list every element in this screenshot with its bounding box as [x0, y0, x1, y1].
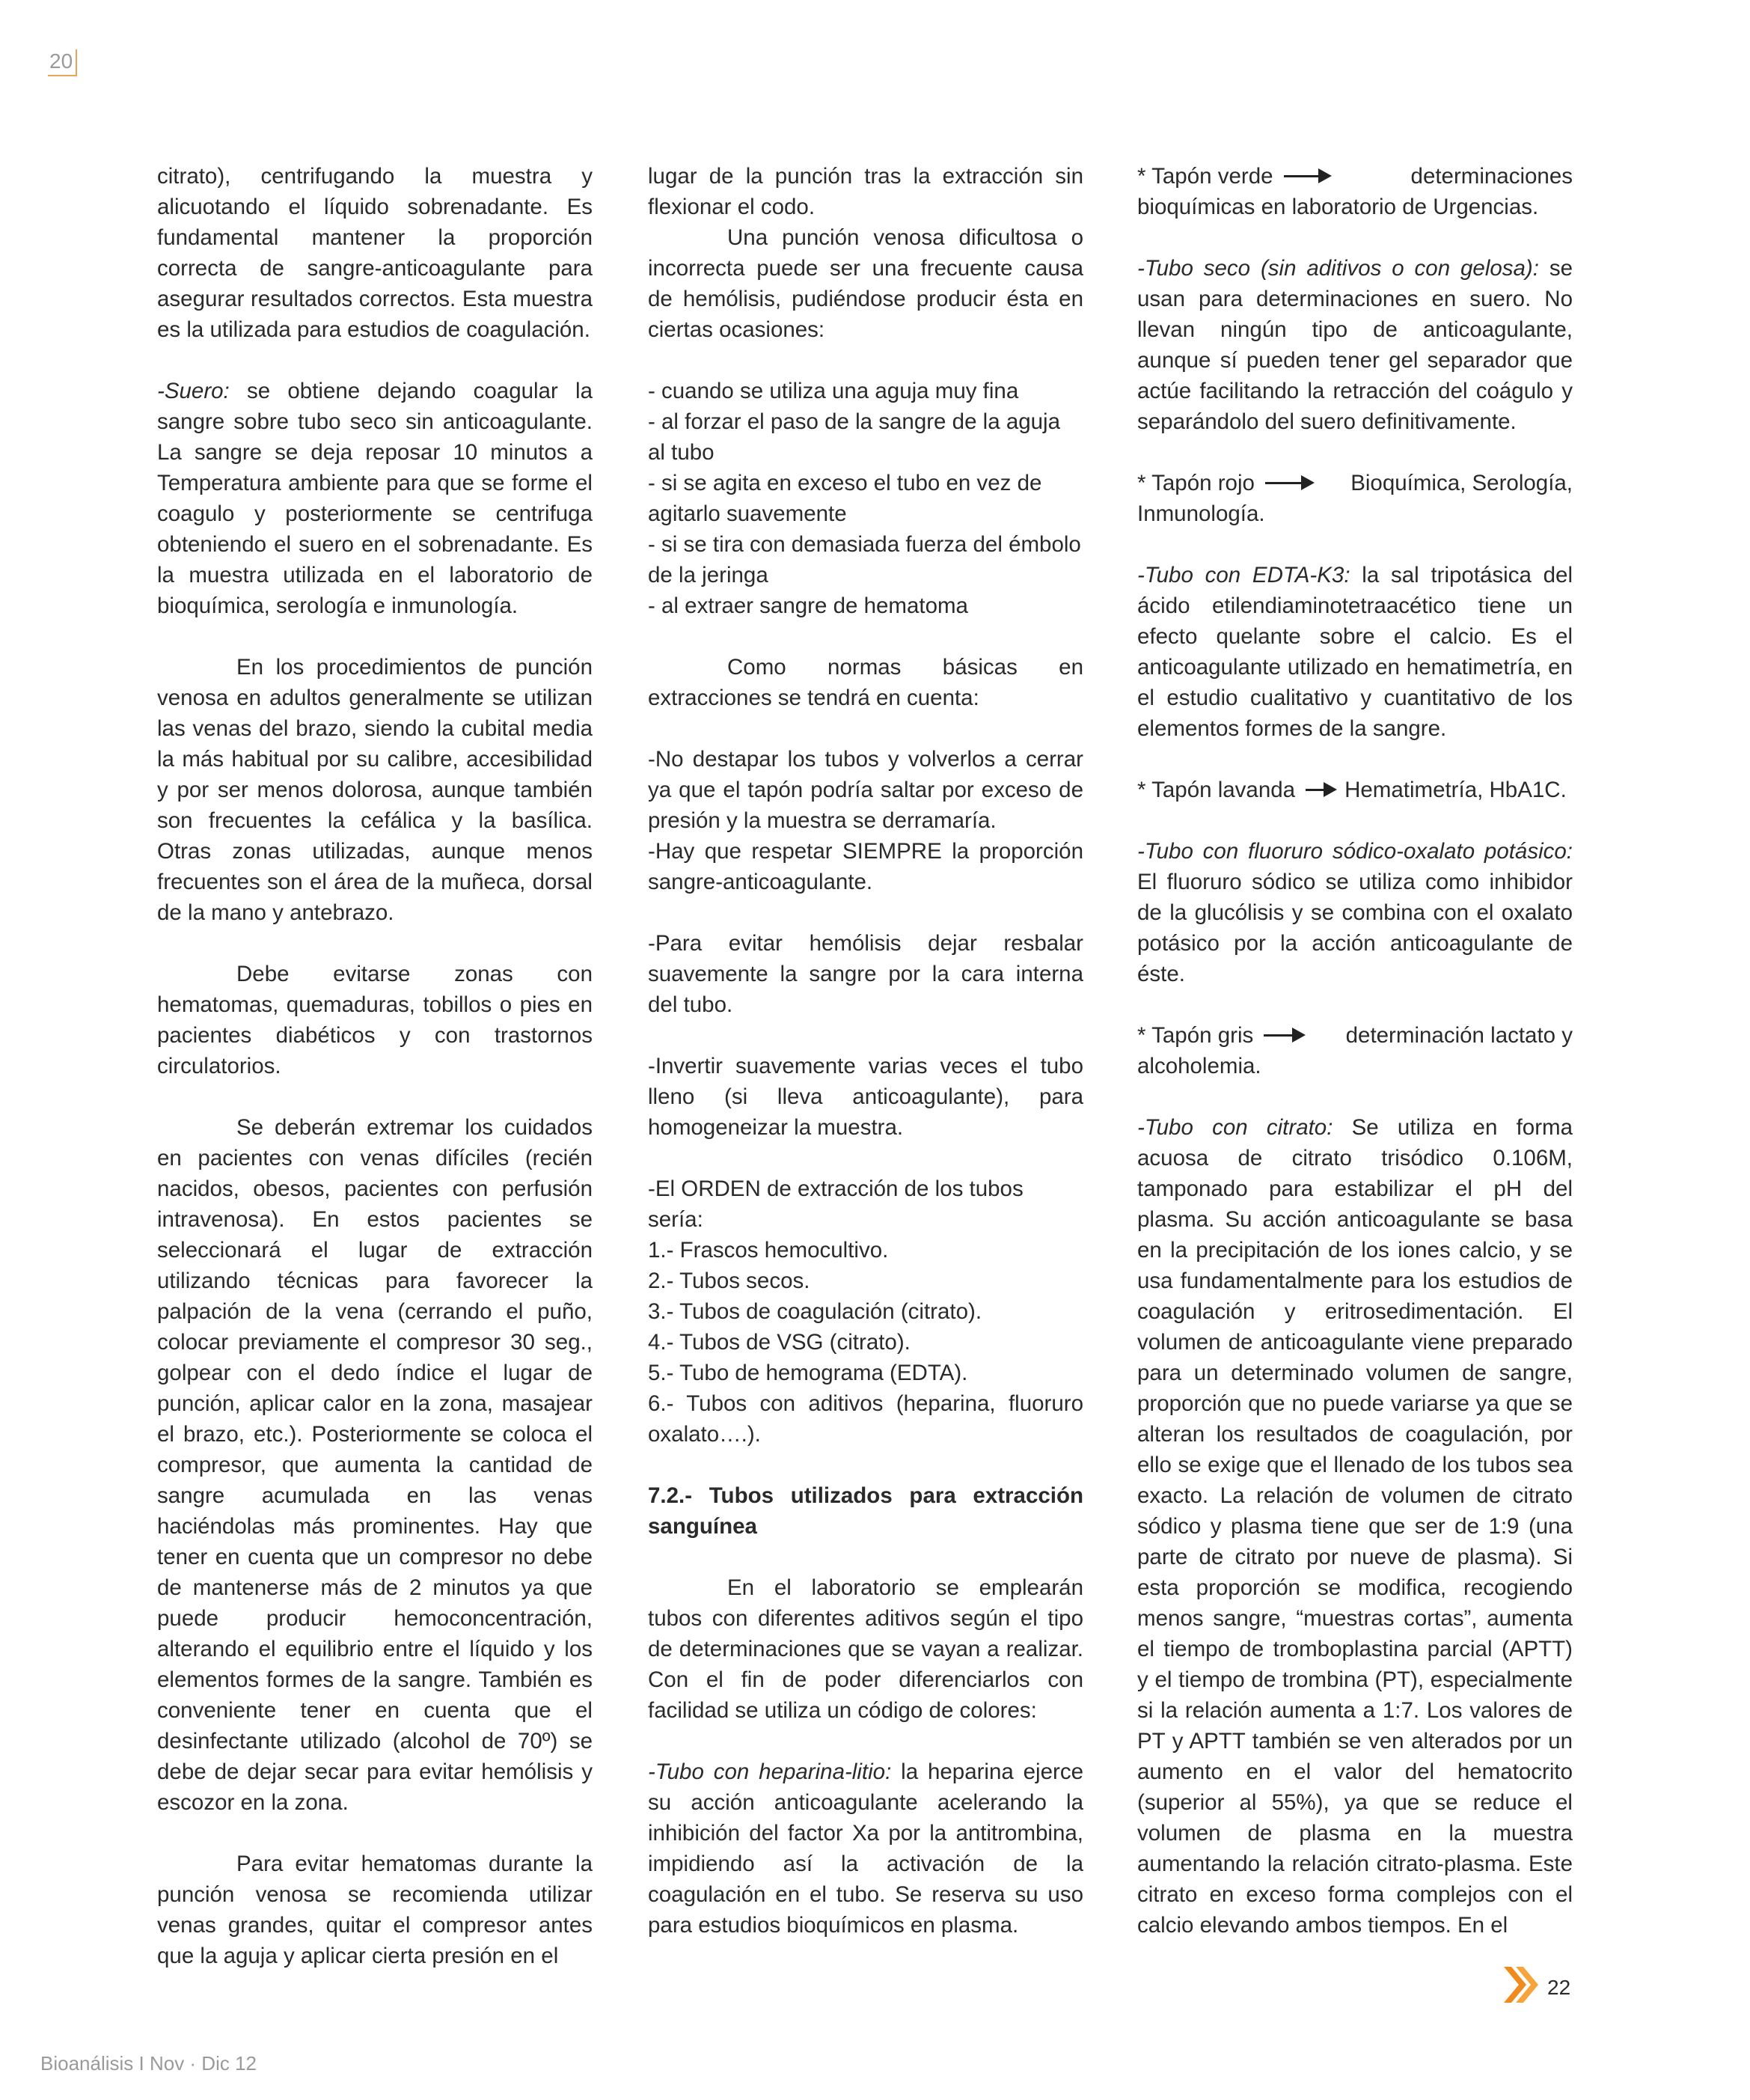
edta-text: la sal tripotásica del ácido etilendiaminotetraacético tiene un efecto quelante sobre el calcio. Es el anticoagulante utilizado en hematimetría, en el estudio cualitativo y cuantitativo de los elementos formes de la sangre.	[1137, 563, 1573, 741]
order-intro: -El ORDEN de extracción de los tubos sería:	[648, 1176, 1024, 1232]
tapon-verde-line	[1137, 161, 1573, 192]
edta-term: -Tubo con EDTA-K3:	[1137, 563, 1350, 587]
col2-paragraph: Como normas básicas en extracciones se tendrá en cuenta:	[648, 655, 1083, 710]
tapon-verde-cont: bioquímicas en laboratorio de Urgencias.	[1137, 195, 1539, 219]
arrow-right-icon	[1265, 482, 1312, 484]
list-item: 2.- Tubos secos.	[648, 1269, 810, 1293]
hemolisis-list	[648, 376, 1083, 621]
col2-paragraph: -Hay que respetar SIEMPRE la proporción sangre-anticoagulante.	[648, 839, 1083, 894]
double-chevron-logo-icon	[1504, 1964, 1543, 2006]
citrato-paragraph	[1137, 1112, 1573, 1941]
heparina-paragraph	[648, 1756, 1083, 1941]
heparina-term: -Tubo con heparina-litio:	[648, 1759, 892, 1784]
list-item: 5.- Tubo de hemograma (EDTA).	[648, 1361, 968, 1385]
col1-paragraph: citrato), centrifugando la muestra y alicuotando el líquido sobrenadante. Es fundamental mantener la proporción correcta de sangre-anticoagulante para asegurar resultados correctos. Esta muestra es la utilizada para estudios de coagulación.	[157, 164, 593, 342]
citrato-term: -Tubo con citrato:	[1137, 1115, 1333, 1140]
edta-paragraph	[1137, 560, 1573, 744]
list-item: 6.- Tubos con aditivos (heparina, fluoruro oxalato….).	[648, 1391, 1083, 1447]
seco-paragraph	[1137, 253, 1573, 437]
arrow-right-icon	[1306, 789, 1334, 791]
col2-paragraph: En el laboratorio se emplearán tubos con diferentes aditivos según el tipo de determinaciones que se vayan a realizar. Con el fin de poder diferenciarlos con facilidad se utiliza un código de colores:	[648, 1575, 1083, 1723]
tapon-gris-target: determinación lactato y	[1345, 1023, 1573, 1048]
col2-paragraph: -No destapar los tubos y volverlos a cerrar ya que el tapón podría saltar por exceso de presión y la muestra se derramaría.	[648, 747, 1083, 833]
tapon-gris-label: * Tapón gris	[1137, 1023, 1254, 1048]
tapon-gris-line	[1137, 1020, 1573, 1051]
tapon-lavanda-target: Hematimetría, HbA1C.	[1344, 778, 1567, 802]
fluoruro-text: El fluoruro sódico se utiliza como inhibidor de la glucólisis y se combina con el oxalato potásico por la acción anticoagulante de éste.	[1137, 870, 1573, 986]
list-item: 4.- Tubos de VSG (citrato).	[648, 1330, 911, 1355]
list-item: 3.- Tubos de coagulación (citrato).	[648, 1299, 982, 1324]
order-list	[648, 1173, 1083, 1450]
col1-paragraph: En los procedimientos de punción venosa en adultos generalmente se utilizan las venas del brazo, siendo la cubital media la más habitual por su calibre, accesibilidad y por ser menos dolorosa, aunque también son frecuentes la cefálica y la basílica. Otras zonas utilizadas, aunque menos frecuentes son el área de la muñeca, dorsal de la mano y antebrazo.	[157, 655, 593, 925]
col2-paragraph: lugar de la punción tras la extracción sin flexionar el codo.	[648, 164, 1083, 219]
tapon-rojo-target: Bioquímica, Serología,	[1350, 471, 1573, 495]
tapon-rojo-cont: Inmunología.	[1137, 501, 1265, 526]
section-heading: 7.2.- Tubos utilizados para extracción sanguínea	[648, 1483, 1083, 1539]
column-2	[648, 161, 1083, 1941]
seco-term: -Tubo seco (sin aditivos o con gelosa):	[1137, 256, 1539, 281]
col1-paragraph: Se deberán extremar los cuidados en pacientes con venas difíciles (recién nacidos, obesos, pacientes con perfusión intravenosa). En estos pacientes se seleccionará el lugar de extracción utilizando técnicas para favorecer la palpación de la vena (cerrando el puño, colocar previamente el compresor 30 seg., golpear con el dedo índice el lugar de punción, aplicar calor en la zona, masajear el brazo, etc.). Posteriormente se coloca el compresor, que aumenta la cantidad de sangre acumulada en las venas haciéndolas más prominentes. Hay que tener en cuenta que un compresor no debe de mantenerse más de 2 minutos ya que puede producir hemoconcentración, alterando el equilibrio entre el líquido y los elementos formes de la sangre. También es conveniente tener en cuenta que el desinfectante utilizado (alcohol de 70º) se debe de dejar secar para evitar hemólisis y escozor en la zona.	[157, 1115, 593, 1815]
bottom-page-number: 22	[1547, 1976, 1571, 1999]
arrow-right-icon	[1264, 1034, 1303, 1037]
list-item: - al extraer sangre de hematoma	[648, 593, 968, 618]
tapon-lavanda-line	[1137, 775, 1573, 805]
list-item: 1.- Frascos hemocultivo.	[648, 1238, 889, 1263]
citrato-text: Se utiliza en forma acuosa de citrato trisódico 0.106M, tamponado para estabilizar el pH del plasma. Su acción anticoagulante se basa en la precipitación de los iones calcio, y se usa fundamentalmente para los estudios de coagulación y eritrosedimentación. El volumen de anticoagulante viene preparado para un determinado volumen de sangre, proporción que no puede variarse ya que se alteran los resultados de coagulación, por ello se exige que el llenado de los tubos sea exacto. La relación de volumen de citrato sódico y plasma tiene que ser de 1:9 (una parte de citrato por nueve de plasma). Si esta proporción se modifica, recogiendo menos sangre, “muestras cortas”, aumenta el tiempo de tromboplastina parcial (APTT) y el tiempo de trombina (PT), especialmente si la relación aumenta a 1:7. Los valores de PT y APTT también se ven alterados por un aumento en el valor del hematocrito (superior al 55%), ya que se reduce el volumen de plasma en la muestra aumentando la relación citrato-plasma. Este citrato en exceso forma complejos con el calcio elevando ambos tiempos. En el	[1137, 1115, 1573, 1938]
list-item: - si se agita en exceso el tubo en vez de agitarlo suavemente	[648, 471, 1042, 526]
list-item: - cuando se utiliza una aguja muy fina	[648, 379, 1019, 403]
suero-term: -Suero:	[157, 379, 230, 403]
top-page-number: 20	[48, 49, 77, 76]
col1-paragraph: Para evitar hematomas durante la punción venosa se recomienda utilizar venas grandes, quitar el compresor antes que la aguja y aplicar cierta presión en el	[157, 1852, 593, 1968]
fluoruro-term: -Tubo con fluoruro sódico-oxalato potásico:	[1137, 839, 1573, 864]
col2-paragraph: -Invertir suavemente varias veces el tubo lleno (si lleva anticoagulante), para homogeneizar la muestra.	[648, 1054, 1083, 1140]
tapon-lavanda-label: * Tapón lavanda	[1137, 778, 1296, 802]
fluoruro-paragraph	[1137, 836, 1573, 989]
list-item: - si se tira con demasiada fuerza del émbolo de la jeringa	[648, 532, 1081, 587]
footer-publication: Bioanálisis I Nov · Dic 12	[40, 2052, 257, 2075]
tapon-rojo-line	[1137, 468, 1573, 498]
suero-paragraph	[157, 376, 593, 621]
list-item: - al forzar el paso de la sangre de la aguja al tubo	[648, 409, 1061, 465]
tapon-verde-label: * Tapón verde	[1137, 164, 1273, 189]
col2-paragraph: Una punción venosa dificultosa o incorrecta puede ser una frecuente causa de hemólisis, pudiéndose producir ésta en ciertas ocasiones:	[648, 225, 1083, 342]
col2-paragraph: -Para evitar hemólisis dejar resbalar suavemente la sangre por la cara interna del tubo.	[648, 931, 1083, 1017]
column-1	[157, 161, 593, 1971]
tapon-rojo-label: * Tapón rojo	[1137, 471, 1255, 495]
col1-paragraph: Debe evitarse zonas con hematomas, quemaduras, tobillos o pies en pacientes diabéticos y con trastornos circulatorios.	[157, 962, 593, 1078]
arrow-right-icon	[1284, 175, 1329, 177]
tapon-verde-target: determinaciones	[1410, 164, 1573, 189]
column-3	[1137, 161, 1573, 1941]
heparina-text: la heparina ejerce su acción anticoagulante acelerando la inhibición del factor Xa por la antitrombina, impidiendo así la activación de la coagulación en el tubo. Se reserva su uso para estudios bioquímicos en plasma.	[648, 1759, 1083, 1938]
tapon-gris-cont: alcoholemia.	[1137, 1054, 1261, 1078]
suero-text: se obtiene dejando coagular la sangre sobre tubo seco sin anticoagulante. La sangre se deja reposar 10 minutos a Temperatura ambiente para que se forme el coagulo y posteriormente se centrifuga obteniendo el suero en el sobrenadante. Es la muestra utilizada en el laboratorio de bioquímica, serología e inmunología.	[157, 379, 593, 618]
seco-text: se usan para determinaciones en suero. No llevan ningún tipo de anticoagulante, aunque sí pueden tener gel separador que actúe facilitando la retracción del coágulo y separándolo del suero definitivamente.	[1137, 256, 1573, 434]
